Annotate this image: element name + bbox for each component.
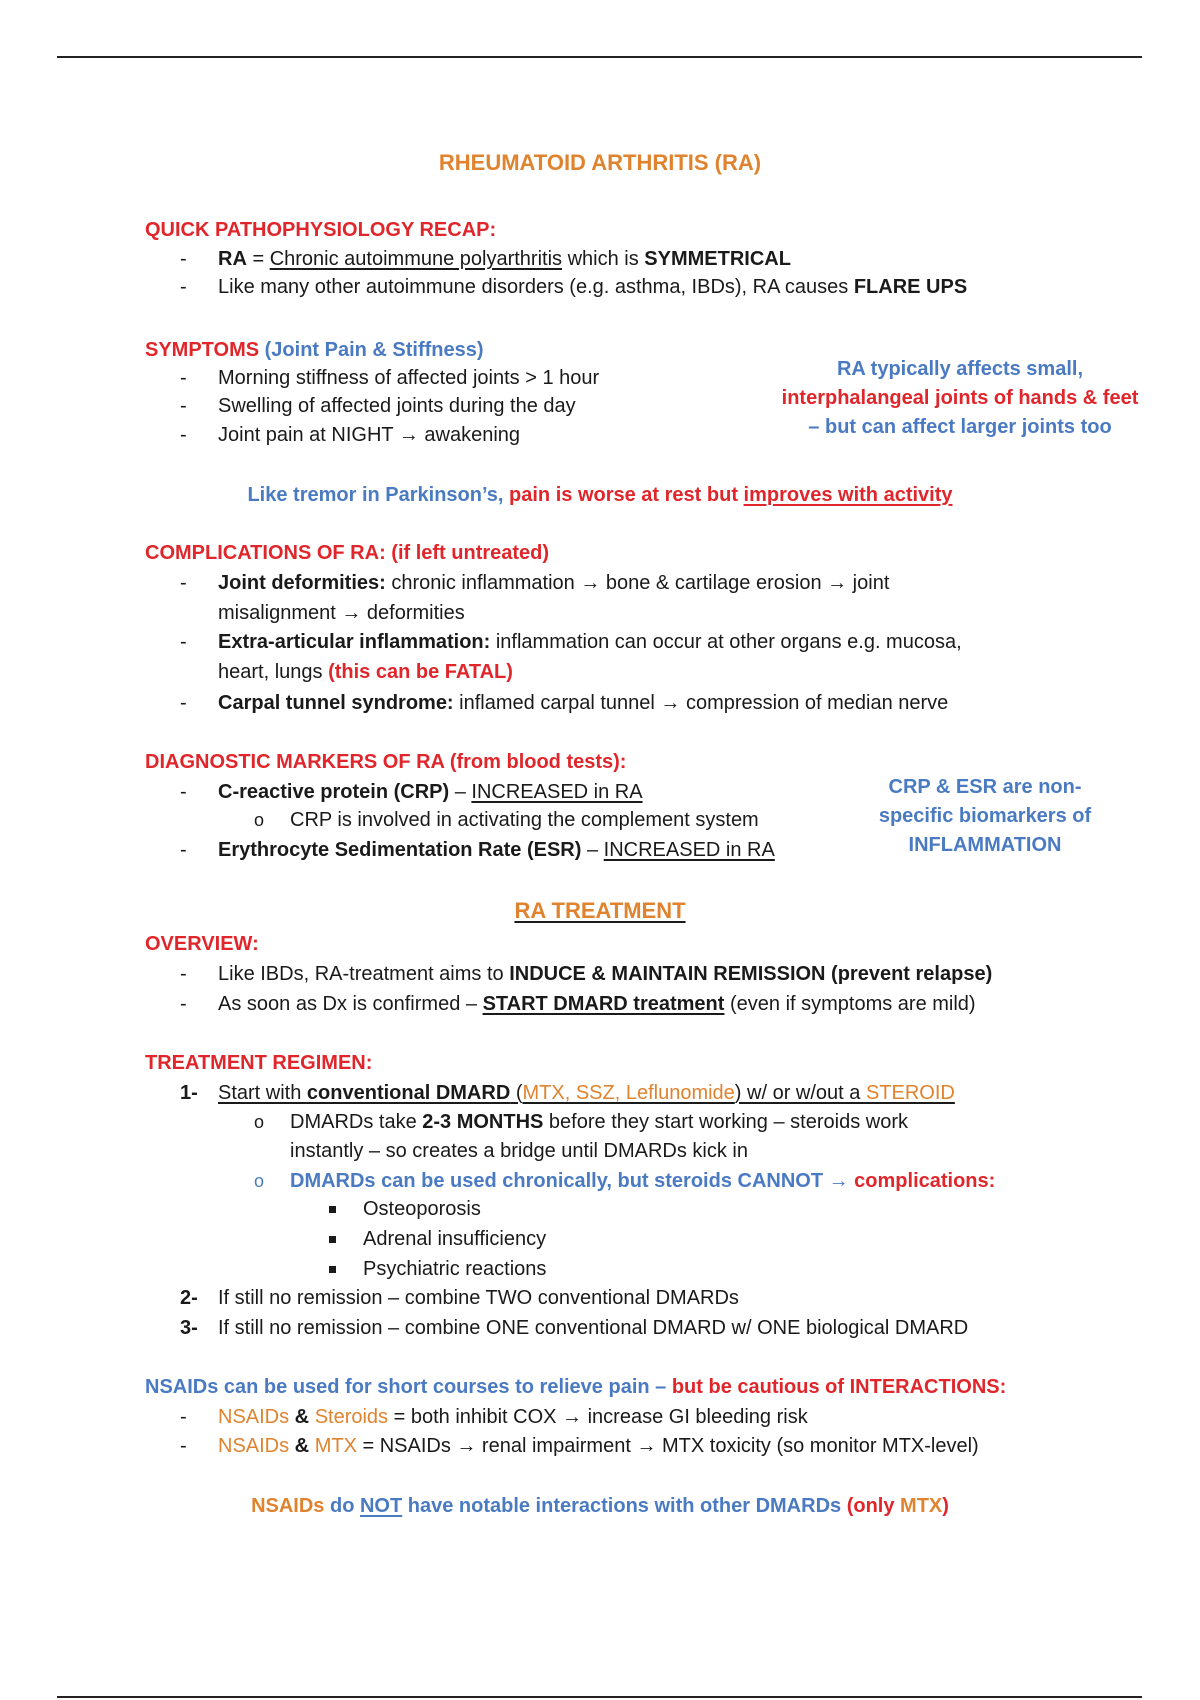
nsaid-interaction: NSAIDs & MTX = NSAIDs → renal impairment → MTX toxicity (so monitor MTX-level)	[218, 1435, 979, 1457]
symptoms-note: Like tremor in Parkinson’s, pain is worse at rest but improves with activity	[247, 484, 953, 506]
regimen-heading: TREATMENT REGIMEN:	[145, 1052, 373, 1074]
regimen-step-1: Start with conventional DMARD (MTX, SSZ, Leflunomide) w/ or w/out a STEROID	[218, 1082, 955, 1104]
bullet-dash: -	[180, 572, 187, 594]
bullet-dash: -	[180, 424, 187, 446]
bullet-dash: -	[180, 692, 187, 714]
bullet-dash: -	[180, 367, 187, 389]
patho-item-2: Like many other autoimmune disorders (e.g. asthma, IBDs), RA causes FLARE UPS	[218, 276, 968, 298]
diagnostic-esr: Erythrocyte Sedimentation Rate (ESR) – INCREASED in RA	[218, 839, 775, 861]
complication-item-cont: misalignment → deformities	[218, 602, 465, 624]
bullet-circle: o	[254, 1171, 265, 1191]
bullet-dash: -	[180, 395, 187, 417]
bullet-square	[329, 1266, 336, 1273]
nsaids-heading: NSAIDs can be used for short courses to relieve pain – but be cautious of INTERACTIONS:	[145, 1376, 1007, 1398]
symptom-item: Joint pain at NIGHT → awakening	[218, 424, 521, 446]
patho-heading: QUICK PATHOPHYSIOLOGY RECAP:	[145, 219, 497, 241]
bullet-dash: -	[180, 839, 187, 861]
overview-heading: OVERVIEW:	[145, 933, 259, 955]
complication-item: Joint deformities: chronic inflammation → bone & cartilage erosion → joint	[218, 572, 890, 594]
regimen-step-3: If still no remission – combine ONE conventional DMARD w/ ONE biological DMARD	[218, 1317, 969, 1339]
nsaids-note: NSAIDs do NOT have notable interactions with other DMARDs (only MTX)	[251, 1495, 949, 1517]
regimen-sub-1: DMARDs take 2-3 MONTHS before they start working – steroids work	[290, 1111, 908, 1133]
step-number: 2-	[180, 1287, 198, 1309]
bullet-circle: o	[254, 1112, 265, 1132]
bullet-dash: -	[180, 248, 187, 270]
regimen-step-2: If still no remission – combine TWO conventional DMARDs	[218, 1287, 739, 1309]
bullet-dash: -	[180, 993, 187, 1015]
bullet-dash: -	[180, 1435, 187, 1457]
step-number: 1-	[180, 1082, 198, 1104]
symptoms-side-note: RA typically affects small, interphalangeal joints of hands & feet – but can affect larger joints too	[781, 358, 1139, 438]
complication-item-cont: heart, lungs (this can be FATAL)	[218, 661, 513, 683]
step-number: 3-	[180, 1317, 198, 1339]
bullet-circle: o	[254, 810, 265, 830]
bullet-square	[329, 1236, 336, 1243]
nsaid-interaction: NSAIDs & Steroids = both inhibit COX → increase GI bleeding risk	[218, 1406, 808, 1428]
regimen-sub-1-cont: instantly – so creates a bridge until DMARDs kick in	[290, 1140, 748, 1162]
bullet-dash: -	[180, 1406, 187, 1428]
patho-item-1: RA = Chronic autoimmune polyarthritis which is SYMMETRICAL	[218, 248, 791, 270]
diagnostic-crp-sub: CRP is involved in activating the complement system	[290, 809, 759, 831]
overview-item: Like IBDs, RA-treatment aims to INDUCE & MAINTAIN REMISSION (prevent relapse)	[218, 963, 993, 985]
bullet-square	[329, 1206, 336, 1213]
treatment-title: RA TREATMENT	[514, 898, 686, 923]
complications-heading: COMPLICATIONS OF RA: (if left untreated)	[145, 542, 550, 564]
bullet-dash: -	[180, 276, 187, 298]
complication-item: Extra-articular inflammation: inflammation can occur at other organs e.g. mucosa,	[218, 631, 962, 653]
diagnostic-side-note: CRP & ESR are non- specific biomarkers of INFLAMMATION	[878, 776, 1092, 856]
steroid-complication: Psychiatric reactions	[363, 1258, 547, 1280]
symptom-item: Morning stiffness of affected joints > 1 hour	[218, 367, 600, 389]
complication-item: Carpal tunnel syndrome: inflamed carpal tunnel → compression of median nerve	[218, 692, 949, 714]
top-rule	[57, 56, 1142, 58]
bullet-dash: -	[180, 631, 187, 653]
regimen-sub-2: DMARDs can be used chronically, but steroids CANNOT → complications:	[290, 1170, 996, 1192]
diagnostic-crp: C-reactive protein (CRP) – INCREASED in RA	[218, 781, 643, 803]
diagnostic-heading: DIAGNOSTIC MARKERS OF RA (from blood tests):	[145, 751, 627, 773]
bottom-rule	[57, 1696, 1142, 1698]
overview-item: As soon as Dx is confirmed – START DMARD treatment (even if symptoms are mild)	[218, 993, 976, 1015]
symptoms-heading: SYMPTOMS (Joint Pain & Stiffness)	[145, 339, 484, 361]
bullet-dash: -	[180, 963, 187, 985]
steroid-complication: Osteoporosis	[363, 1198, 481, 1220]
steroid-complication: Adrenal insufficiency	[363, 1228, 547, 1250]
symptom-item: Swelling of affected joints during the day	[218, 395, 576, 417]
bullet-dash: -	[180, 781, 187, 803]
page-title: RHEUMATOID ARTHRITIS (RA)	[438, 150, 762, 175]
